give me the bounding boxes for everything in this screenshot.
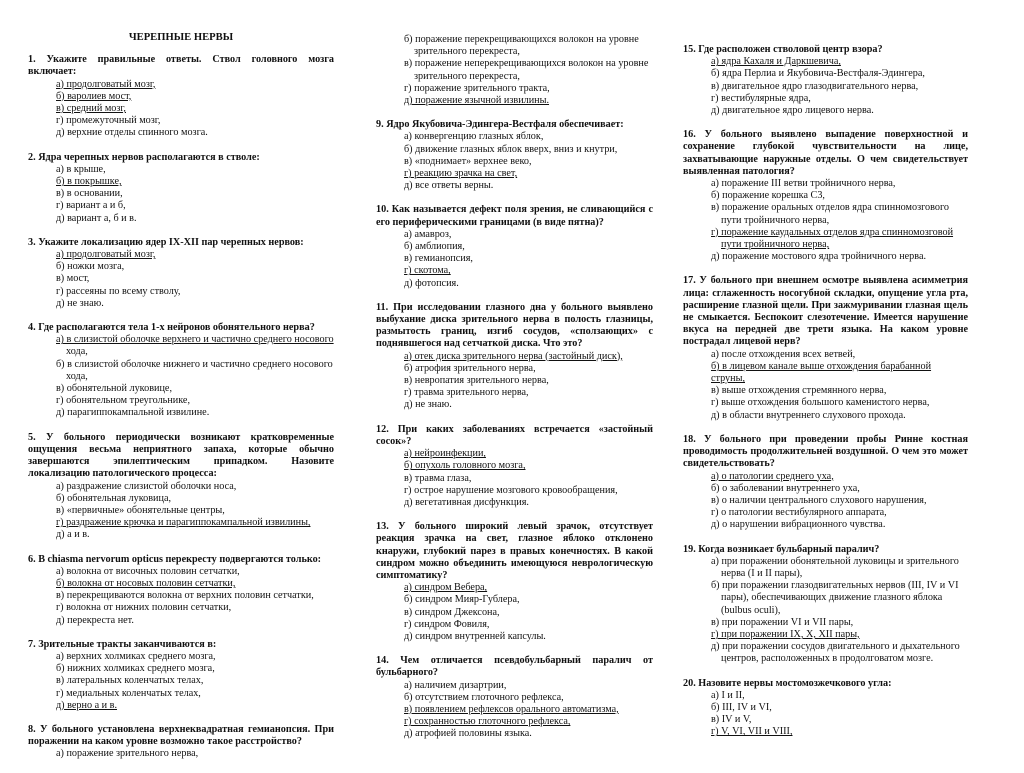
question	[376, 119, 653, 192]
answer-option: д) не знаю.	[404, 399, 452, 411]
answer-option: а) поражение зрительного нерва,	[56, 748, 199, 760]
question	[28, 554, 334, 627]
answer-option: б) III, IV и VI,	[711, 701, 772, 713]
answer-option-correct: а) продолговатый мозг,	[56, 78, 156, 90]
answer-option-correct: пути тройничного нерва,	[721, 239, 830, 251]
question	[683, 678, 968, 739]
answer-option: д) в области внутреннего слухового прохода.	[711, 409, 906, 421]
question-text: 13. У больного широкий левый зрачок, отсутствует реакция зрачка на свет, глазное яблоко отклонено кнаружи, глубокий парез в правых конечностях. В какой синдром можно объединить имеющуюся неврологическую симптоматику?	[376, 521, 653, 581]
question	[28, 639, 334, 712]
answer-option-correct: г) при поражении IX, X, XII пары,	[711, 628, 860, 640]
question-list	[376, 34, 653, 741]
question-text: 2. Ядра черепных нервов располагаются в стволе:	[28, 151, 260, 163]
answer-option: г) о патологии вестибулярного аппарата,	[711, 507, 887, 519]
answer-option-correct: в) появлением рефлексов орального автоматизма,	[404, 703, 619, 715]
answer-option: б) при поражении глазодвигательных нервов (III, IV и VI	[711, 580, 959, 592]
question-text: 5. У больного периодически возникают кратковременные ощущения весьма неприятного запаха, которые обычно завершаются эпилептическим припадком. Назовите локализацию патологического процесса:	[28, 431, 334, 480]
answer-option: д) фотопсия.	[404, 277, 459, 289]
answer-option: а) в крыше,	[56, 163, 106, 175]
answer-option: б) движение глазных яблок вверх, вниз и кнутри,	[404, 143, 618, 155]
answer-option-correct: г) поражение каудальных отделов ядра спинномозговой	[711, 226, 954, 238]
answer-option: д) вариант а, б и в.	[56, 212, 137, 224]
answer-option: а) волокна от височных половин сетчатки,	[56, 565, 240, 577]
answer-option-correct: б) варолиев мост,	[56, 90, 132, 102]
answer-option: д) двигательное ядро лицевого нерва.	[711, 105, 874, 117]
answer-option: пути тройничного нерва,	[721, 214, 830, 226]
answer-option: нерва (I и II пары),	[721, 567, 803, 579]
answer-option: (bulbus oculi),	[721, 604, 781, 616]
answer-option: д) верхние отделы спинного мозга.	[56, 127, 208, 139]
answer-option-correct: д) верно а и в.	[56, 699, 118, 711]
answer-option: б) нижних холмиках среднего мозга,	[56, 663, 215, 675]
answer-option: а) при поражении обонятельной луковицы и зрительного	[711, 555, 959, 567]
answer-option: зрительного перекреста,	[414, 46, 520, 58]
question	[28, 54, 334, 139]
answer-option: б) синдром Мияр-Гублера,	[404, 594, 520, 606]
answer-option-correct: б) в лицевом канале выше отхождения барабанной	[711, 360, 932, 372]
answer-option-correct: а) ядра Кахаля и Даркшевича,	[711, 56, 841, 68]
answer-option: в) обонятельной луковице,	[56, 383, 172, 395]
answer-option: а) верхних холмиках среднего мозга,	[56, 650, 216, 662]
answer-option: г) медиальных коленчатых телах,	[56, 687, 201, 699]
answer-option: в) IV и V,	[711, 714, 752, 726]
answer-option: в) выше отхождения стремянного нерва,	[711, 385, 887, 397]
answer-option: д) все ответы верны.	[404, 180, 494, 192]
answer-option: в) о наличии центрального слухового нарушения,	[711, 494, 927, 506]
answer-option: г) острое нарушение мозгового кровообращения,	[404, 484, 618, 496]
answer-option-correct: а) синдром Вебера,	[404, 582, 488, 594]
answer-option: г) вариант а и б,	[56, 200, 126, 212]
question	[376, 204, 653, 289]
question	[376, 655, 653, 740]
question-text: 18. У больного при проведении пробы Ринне костная проводимость продолжительней воздушной. О чем это может свидетельствовать?	[683, 433, 968, 470]
answer-option: г) вестибулярные ядра,	[711, 92, 811, 104]
question-text: 8. У больного установлена верхнеквадратная гемианопсия. При поражении на каком уровне возможно такое расстройство?	[28, 723, 334, 748]
question-list	[28, 54, 334, 760]
answer-option-correct: д) поражение язычной извилины.	[404, 95, 550, 107]
answer-option: д) а и в.	[56, 529, 90, 541]
answer-option: а) I и II,	[711, 689, 745, 701]
answer-option: в) синдром Джексона,	[404, 606, 500, 618]
answer-option: б) отсутствием глоточного рефлекса,	[404, 691, 564, 703]
answer-option: в) перекрещиваются волокна от верхних половин сетчатки,	[56, 590, 314, 602]
answer-option: в) невропатия зрительного нерва,	[404, 375, 549, 387]
answer-option: д) поражение мостового ядра тройничного нерва.	[711, 251, 927, 263]
question-text: 14. Чем отличается псевдобульбарный паралич от бульбарного?	[376, 655, 653, 679]
answer-option: д) о нарушении вибрационного чувства.	[711, 519, 886, 531]
question-text: 7. Зрительные тракты заканчиваются в:	[28, 638, 217, 650]
answer-option-correct: б) в покрышке,	[56, 176, 122, 188]
answer-option: в) «первичные» обонятельные центры,	[56, 504, 225, 516]
answer-option: в) поражение оральных отделов ядра спинномозгового	[711, 202, 949, 214]
answer-option: а) конвергенцию глазных яблок,	[404, 131, 544, 143]
answer-option-correct: г) реакцию зрачка на свет,	[404, 168, 518, 180]
question	[683, 44, 968, 117]
answer-option: в) латеральных коленчатых телах,	[56, 675, 204, 687]
question-text: 11. При исследовании глазного дна у больного выявлено выбухание диска зрительного нерва в полость глазницы, размытость границ, изгиб сосудов, «сползающих» с поднявшегося над сетчаткой диска. Что это?	[376, 301, 653, 350]
question	[683, 434, 968, 532]
answer-option: д) вегетативная дисфункция.	[404, 496, 529, 508]
answer-option: г) промежуточный мозг,	[56, 115, 161, 127]
answer-option: в) гемианопсия,	[404, 253, 473, 265]
answer-option: б) о заболевании внутреннего уха,	[711, 482, 860, 494]
answer-option: б) ядра Перлиа и Якубовича-Вестфаля-Эдингера,	[711, 68, 925, 80]
question	[28, 322, 334, 420]
question-text: 6. В chiasma nervorum opticus перекресту подвергаются только:	[28, 553, 322, 565]
answer-option-correct: б) опухоль головного мозга,	[404, 460, 526, 472]
answer-option: д) перекреста нет.	[56, 614, 134, 626]
answer-option: хода,	[66, 346, 88, 358]
answer-option-correct: а) отек диска зрительного нерва (застойный диск),	[404, 350, 623, 362]
question	[683, 544, 968, 666]
answer-option-correct: струны,	[711, 373, 745, 385]
answer-option: в) мост,	[56, 273, 90, 285]
answer-option: б) обонятельная луковица,	[56, 492, 172, 504]
question-text: 17. У больного при внешнем осмотре выявлена асимметрия лица: сглаженность носогубной складки, опущение угла рта, расширение глазной щели. При зажмуривании глазная щель не смыкается. Беспокоит слезотечение. Имеется нарушение вкуса на передней две трети языка. На каком уровне пострадал лицевой нерв?	[683, 275, 968, 348]
answer-option: а) после отхождения всех ветвей,	[711, 348, 856, 360]
column-2	[376, 34, 653, 753]
question-text: 12. При каких заболеваниях встречается «застойный сосок»?	[376, 423, 653, 447]
question-text: 19. Когда возникает бульбарный паралич?	[683, 543, 880, 555]
answer-option: д) синдром внутренней капсулы.	[404, 630, 546, 642]
column-1	[28, 0, 334, 773]
answer-option-correct: а) нейроинфекции,	[404, 448, 486, 460]
answer-option-correct: а) о патологии среднего уха,	[711, 470, 834, 482]
answer-option: б) атрофия зрительного нерва,	[404, 362, 536, 374]
answer-option-correct: г) скотома,	[404, 265, 451, 277]
answer-option: г) поражение зрительного тракта,	[404, 82, 550, 94]
answer-option: г) рассеяны по всему стволу,	[56, 285, 181, 297]
answer-option: г) обонятельном треугольнике,	[56, 395, 190, 407]
question-text: 16. У больного выявлено выпадение поверхностной и сохранение глубокой чувствительности на лице, захватывающие наружные отделы. О чем свидетельствует выявленная патология?	[683, 129, 968, 177]
answer-option: г) волокна от нижних половин сетчатки,	[56, 602, 232, 614]
question	[376, 521, 653, 643]
column-3	[683, 44, 968, 751]
question	[376, 34, 653, 107]
answer-option: в) двигательное ядро глазодвигательного нерва,	[711, 80, 919, 92]
answer-option: г) травма зрительного нерва,	[404, 387, 529, 399]
answer-option-correct: г) раздражение крючка и парагиппокампальной извилины,	[56, 517, 311, 529]
question-text: 3. Укажите локализацию ядер IX-XII пар черепных нервов:	[28, 236, 304, 248]
question	[376, 302, 653, 412]
answer-option-correct: а) в слизистой оболочке верхнего и частично среднего носового	[56, 334, 334, 346]
answer-option: центров, расположенных в продолговатом мозге.	[721, 653, 934, 665]
question-text: 15. Где расположен стволовой центр взора?	[683, 44, 883, 55]
question-text: 1. Укажите правильные ответы. Ствол головного мозга включает:	[28, 54, 334, 78]
answer-option: д) при поражении сосудов двигательного и дыхательного	[711, 641, 960, 653]
question	[28, 432, 334, 542]
answer-option: д) не знаю.	[56, 297, 104, 309]
answer-option-correct: б) волокна от носовых половин сетчатки,	[56, 577, 236, 589]
answer-option: в) травма глаза,	[404, 472, 472, 484]
answer-option: а) раздражение слизистой оболочки носа,	[56, 480, 237, 492]
question	[28, 237, 334, 310]
question-text: 4. Где располагаются тела 1-х нейронов обонятельного нерва?	[28, 322, 315, 334]
question	[683, 129, 968, 263]
answer-option: зрительного перекреста,	[414, 70, 520, 82]
question	[28, 724, 334, 761]
answer-option: а) амавроз,	[404, 228, 452, 240]
question	[376, 424, 653, 509]
answer-option-correct: г) V, VI, VII и VIII,	[711, 726, 793, 738]
question-text: 20. Назовите нервы мостомозжечкового угла:	[683, 677, 892, 689]
page-title: ЧЕРЕПНЫЕ НЕРВЫ	[128, 32, 234, 43]
answer-option: д) парагиппокампальной извилине.	[56, 407, 210, 419]
answer-option-correct: а) продолговатый мозг,	[56, 249, 156, 261]
answer-option: б) ножки мозга,	[56, 261, 125, 273]
question	[683, 275, 968, 421]
answer-option-correct: в) средний мозг,	[56, 103, 126, 115]
answer-option: пары), обеспечивающих движение глазного яблока	[721, 592, 943, 604]
answer-option: б) в слизистой оболочке нижнего и частично среднего носового	[56, 358, 333, 370]
answer-option: в) «поднимает» верхнее веко,	[404, 155, 532, 167]
answer-option: б) поражение корешка С3,	[711, 190, 825, 202]
answer-option: в) поражение неперекрещивающихся волокон на уровне	[404, 58, 649, 70]
answer-option: г) синдром Фовиля,	[404, 618, 490, 630]
answer-option: г) выше отхождения большого каменистого нерва,	[711, 397, 930, 409]
answer-option: а) наличием дизартрии,	[404, 679, 507, 691]
answer-option: хода,	[66, 370, 88, 382]
question-list	[683, 44, 968, 739]
answer-option: в) при поражении VI и VII пары,	[711, 616, 854, 628]
answer-option: в) в основании,	[56, 188, 123, 200]
answer-option: б) поражение перекрещивающихся волокон на уровне	[404, 34, 639, 45]
question	[28, 152, 334, 225]
answer-option: а) поражение III ветви тройничного нерва,	[711, 178, 896, 190]
answer-option: д) атрофией половины языка.	[404, 728, 532, 740]
question-text: 9. Ядро Якубовича-Эдингера-Вестфаля обеспечивает:	[376, 119, 624, 131]
question-text: 10. Как называется дефект поля зрения, не сливающийся с его периферическими границами (в виде пятна)?	[376, 204, 653, 228]
answer-option-correct: г) сохранностью глоточного рефлекса,	[404, 716, 571, 728]
answer-option: б) амблиопия,	[404, 241, 465, 253]
